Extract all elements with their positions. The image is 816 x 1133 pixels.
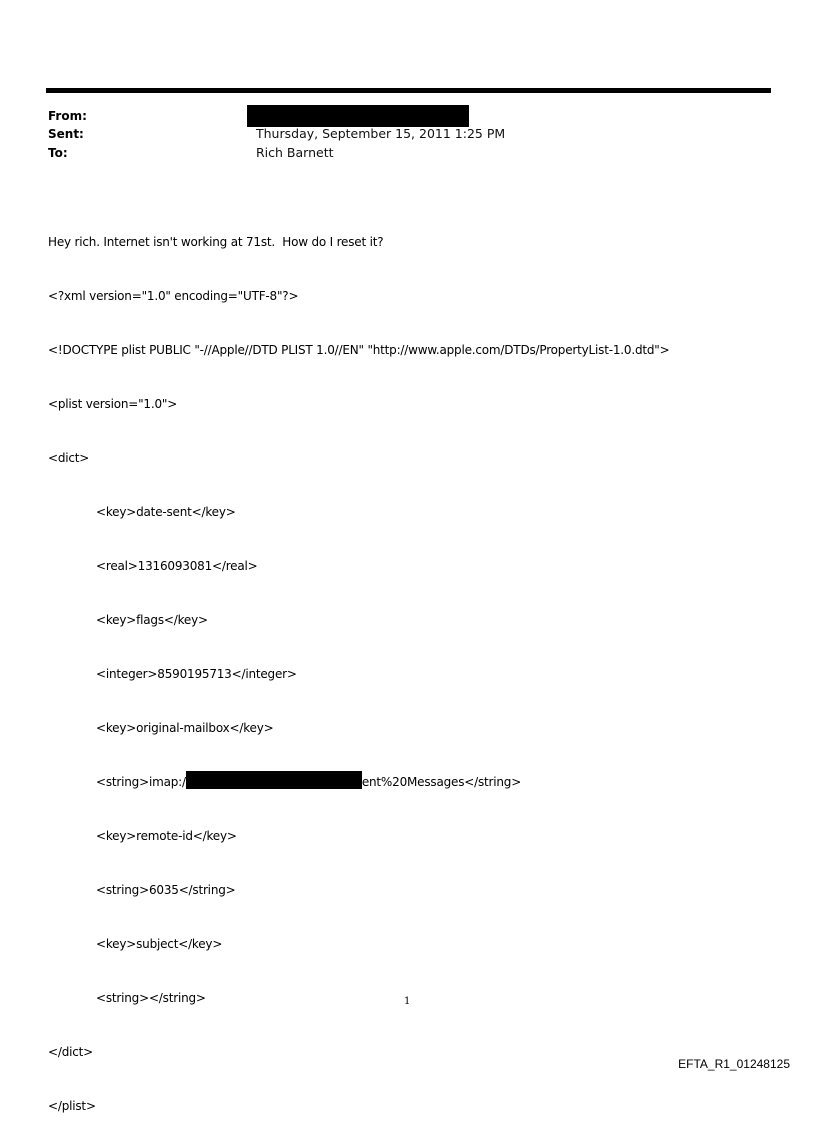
imap-line xyxy=(48,773,669,791)
dict-line: <key>original-mailbox</key> xyxy=(96,721,274,735)
dict-line: <integer>8590195713</integer> xyxy=(96,667,297,681)
body-line: <dict> xyxy=(48,451,90,465)
dict-line: <real>1316093081</real> xyxy=(96,559,258,573)
bates-number: EFTA_R1_01248125 xyxy=(678,1057,790,1071)
message-body xyxy=(48,197,669,1133)
body-line: </dict> xyxy=(48,1045,94,1059)
body-line: <plist version="1.0"> xyxy=(48,397,178,411)
imap-prefix: <string>imap:/ xyxy=(96,775,186,789)
header-rule xyxy=(46,88,771,93)
body-line: </plist> xyxy=(48,1099,96,1113)
to-value: Rich Barnett xyxy=(256,145,334,160)
page-number: 1 xyxy=(404,996,411,1007)
dict-line: <string></string> xyxy=(96,991,206,1005)
dict-line: <string>6035</string> xyxy=(96,883,236,897)
sent-value: Thursday, September 15, 2011 1:25 PM xyxy=(256,126,506,141)
dict-line: <key>flags</key> xyxy=(96,613,208,627)
body-line: <!DOCTYPE plist PUBLIC "-//Apple//DTD PLIST 1.0//EN" "http://www.apple.com/DTDs/PropertyList-1.0.dtd"> xyxy=(48,343,670,357)
dict-line: <key>remote-id</key> xyxy=(96,829,237,843)
body-line: <?xml version="1.0" encoding="UTF-8"?> xyxy=(48,289,299,303)
imap-suffix: ent%20Messages</string> xyxy=(361,775,522,789)
redacted-imap-path xyxy=(186,771,362,789)
dict-line: <key>date-sent</key> xyxy=(96,505,236,519)
from-label: From: xyxy=(48,109,87,123)
to-label: To: xyxy=(48,146,68,160)
dict-line: <key>subject</key> xyxy=(96,937,223,951)
body-line: Hey rich. Internet isn't working at 71st. How do I reset it? xyxy=(48,235,384,249)
sent-label: Sent: xyxy=(48,127,84,141)
redacted-from-value xyxy=(247,105,469,127)
